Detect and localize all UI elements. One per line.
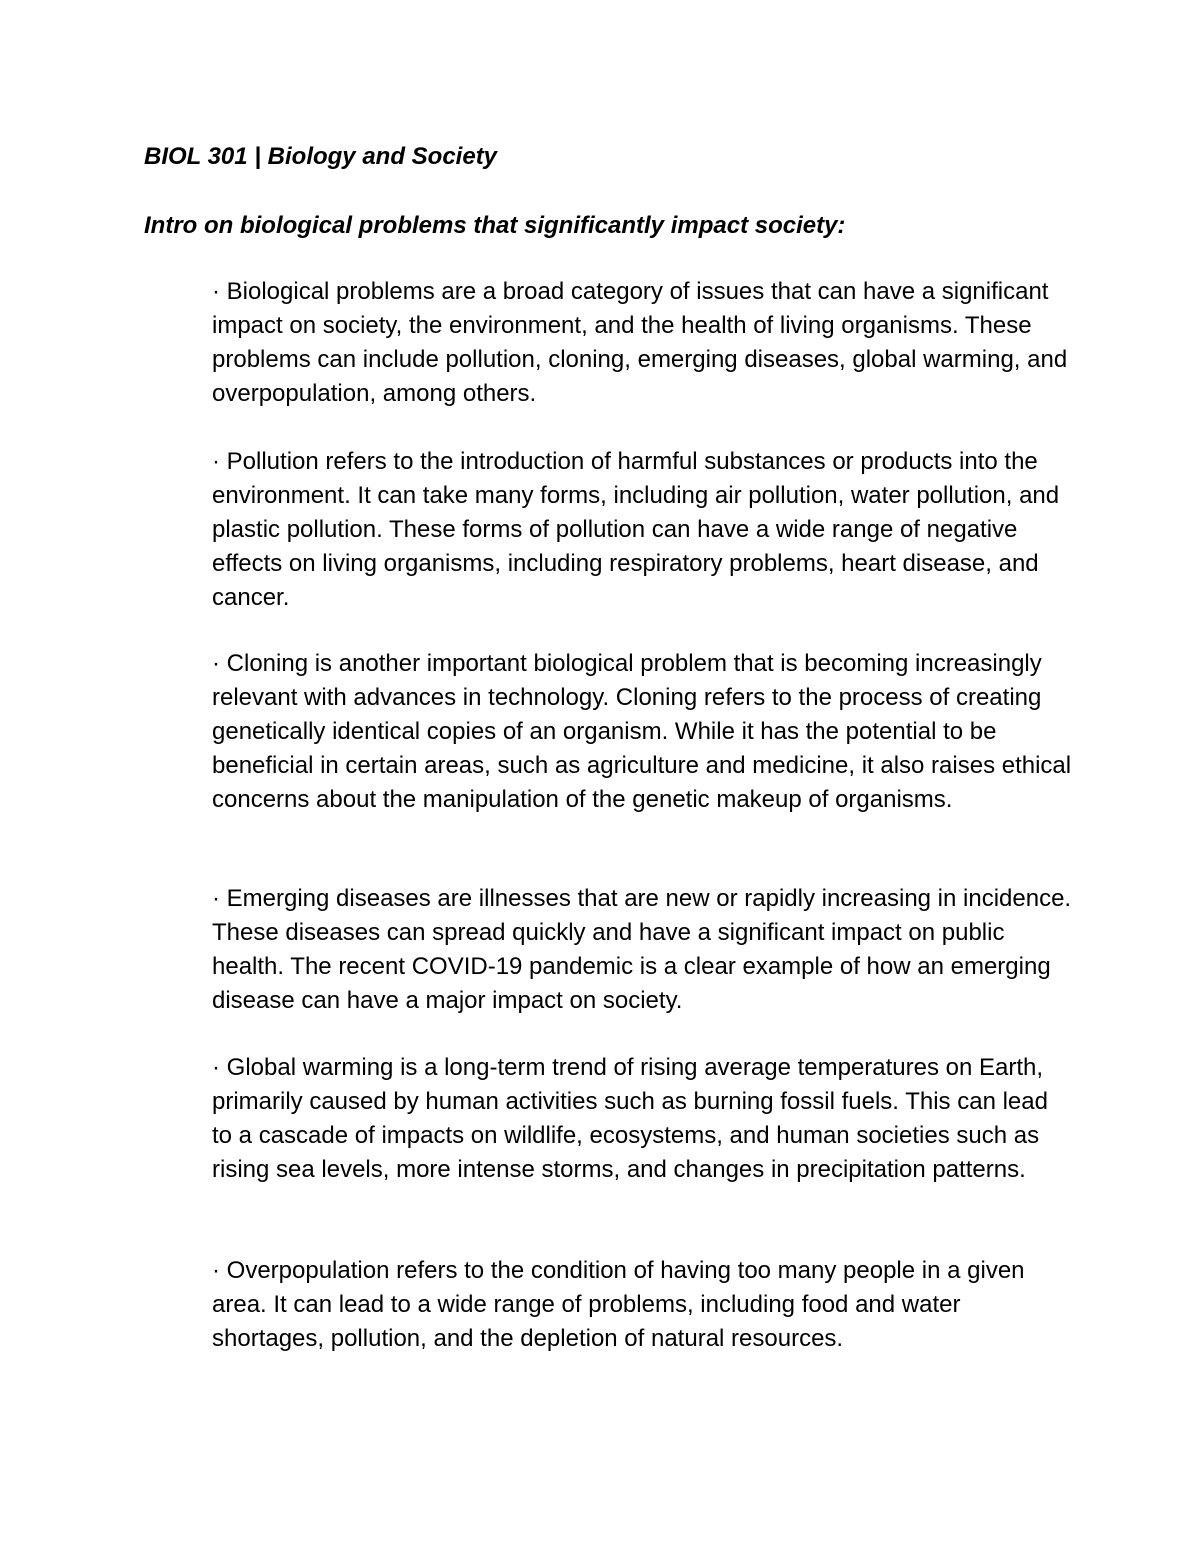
- paragraph-emerging-diseases: · Emerging diseases are illnesses that are new or rapidly increasing in incidence. These diseases can spread quickly and have a significant impact on public health. The recent COVID-19 pandemic is a clear example of how an emerging disease can have a major impact on society.: [212, 885, 1072, 1014]
- paragraph-biological-problems: · Biological problems are a broad category of issues that can have a significant impact on society, the environment, and the health of living organisms. These problems can include pollution, cloning, emerging diseases, global warming, and overpopulation, among others.: [212, 278, 1068, 407]
- course-title: BIOL 301 | Biology and Society: [144, 143, 498, 170]
- paragraph-global-warming: · Global warming is a long-term trend of rising average temperatures on Earth, primarily caused by human activities such as burning fossil fuels. This can lead to a cascade of impacts on wildlife, ecosystems, and human societies such as rising sea levels, more intense storms, and changes in precipitation patterns.: [212, 1054, 1048, 1183]
- section-heading: Intro on biological problems that significantly impact society:: [144, 212, 846, 239]
- paragraph-overpopulation: · Overpopulation refers to the condition of having too many people in a given area. It can lead to a wide range of problems, including food and water shortages, pollution, and the depletion of natural resources.: [212, 1257, 1025, 1352]
- paragraph-cloning: · Cloning is another important biological problem that is becoming increasingly relevant with advances in technology. Cloning refers to the process of creating genetically identical copies of an organism. While it has the potential to be beneficial in certain areas, such as agriculture and medicine, it also raises ethical concerns about the manipulation of the genetic makeup of organisms.: [212, 650, 1072, 813]
- paragraph-pollution: · Pollution refers to the introduction of harmful substances or products into the environment. It can take many forms, including air pollution, water pollution, and plastic pollution. These forms of pollution can have a wide range of negative effects on living organisms, including respiratory problems, heart disease, and cancer.: [212, 448, 1060, 611]
